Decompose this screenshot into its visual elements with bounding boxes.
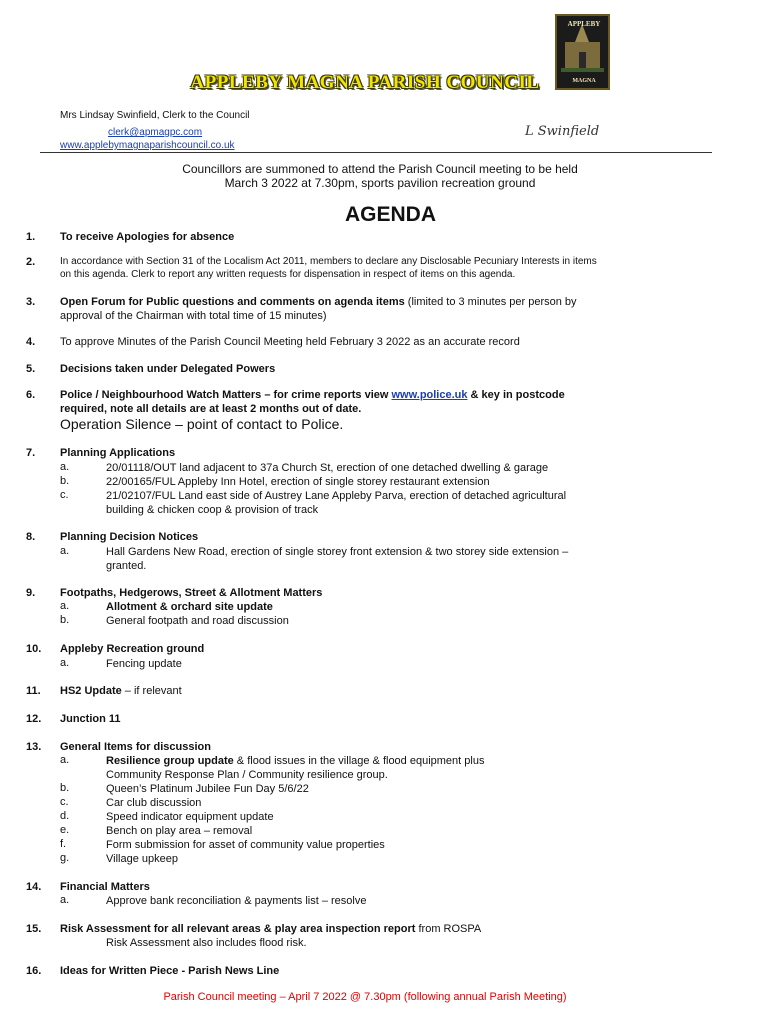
item-13e-text: Bench on play area – removal — [106, 825, 253, 837]
item-8a-line-2: granted. — [106, 560, 147, 572]
item-15-text — [60, 922, 700, 936]
item-13-title: General Items for discussion — [60, 741, 211, 753]
item-13b-label: b. — [60, 782, 70, 794]
item-6-bold-1: Police / Neighbourhood Watch Matters – for crime reports view — [60, 389, 392, 401]
item-7-number: 7. — [26, 447, 36, 459]
council-title: APPLEBY MAGNA PARISH COUNCIL — [190, 72, 540, 93]
item-13f-label: f. — [60, 838, 67, 850]
header-divider — [40, 152, 712, 153]
item-6-text — [60, 388, 700, 431]
item-1-text: To receive Apologies for absence — [60, 231, 235, 243]
item-8-title: Planning Decision Notices — [60, 531, 199, 543]
item-11-text — [60, 684, 700, 698]
item-8-number: 8. — [26, 531, 36, 543]
item-11-rest: – if relevant — [121, 685, 182, 697]
item-15-rest: from ROSPA — [415, 923, 482, 935]
item-15-bold: Risk Assessment for all relevant areas & play area inspection report — [60, 923, 416, 935]
item-7c-label: c. — [60, 489, 69, 501]
item-3-line-2: approval of the Chairman with total time of 15 minutes) — [60, 310, 327, 322]
item-2-text — [60, 255, 700, 281]
item-3-number: 3. — [26, 296, 36, 308]
item-13c-label: c. — [60, 796, 69, 808]
item-5-text: Decisions taken under Delegated Powers — [60, 363, 276, 375]
item-9a-label: a. — [60, 600, 70, 612]
item-10-number: 10. — [26, 643, 42, 655]
next-meeting-notice: Parish Council meeting – April 7 2022 @ 7.30pm (following annual Parish Meeting) — [163, 991, 567, 1003]
item-7c-text — [106, 489, 666, 517]
item-8a-text — [106, 545, 666, 573]
item-3-text — [60, 295, 700, 323]
item-9a-text: Allotment & orchard site update — [106, 601, 273, 613]
item-13g-text: Village upkeep — [106, 853, 178, 865]
item-2-number: 2. — [26, 256, 36, 268]
item-2-line-1: In accordance with Section 31 of the Localism Act 2011, members to declare any Disclosable Pecuniary Interests in items — [60, 256, 597, 267]
clerk-line: Mrs Lindsay Swinfield, Clerk to the Council — [60, 110, 250, 121]
item-14a-label: a. — [60, 894, 70, 906]
item-10a-text: Fencing update — [106, 658, 182, 670]
item-8a-line-1: Hall Gardens New Road, erection of single storey front extension & two storey side extension – — [106, 546, 569, 558]
item-13a-rest: & flood issues in the village & flood equipment plus — [233, 755, 485, 767]
item-13a-bold: Resilience group update — [106, 755, 234, 767]
item-13-number: 13. — [26, 741, 42, 753]
item-13f-text: Form submission for asset of community value properties — [106, 839, 385, 851]
item-14-title: Financial Matters — [60, 881, 150, 893]
item-12-text: Junction 11 — [60, 713, 121, 725]
police-link[interactable]: www.police.uk — [391, 389, 468, 401]
item-11-bold: HS2 Update — [60, 685, 122, 697]
summons-line-2: March 3 2022 at 7.30pm, sports pavilion recreation ground — [224, 176, 536, 190]
item-12-number: 12. — [26, 713, 42, 725]
item-13a-line-2: Community Response Plan / Community resilience group. — [106, 769, 388, 781]
item-14-number: 14. — [26, 881, 42, 893]
item-1-number: 1. — [26, 231, 36, 243]
item-6-line-3: Operation Silence – point of contact to Police. — [60, 416, 344, 432]
meeting-summons — [150, 162, 610, 190]
item-10-title: Appleby Recreation ground — [60, 643, 205, 655]
website-link[interactable]: www.applebymagnaparishcouncil.co.uk — [60, 140, 235, 151]
item-3-bold: Open Forum for Public questions and comments on agenda items — [60, 296, 405, 308]
item-13d-text: Speed indicator equipment update — [106, 811, 274, 823]
item-13a-text — [106, 754, 666, 782]
item-13g-label: g. — [60, 852, 70, 864]
item-13b-text: Queen’s Platinum Jubilee Fun Day 5/6/22 — [106, 783, 309, 795]
item-7b-text: 22/00165/FUL Appleby Inn Hotel, erection of single storey restaurant extension — [106, 476, 490, 488]
item-3-rest: (limited to 3 minutes per person by — [404, 296, 577, 308]
item-7c-line-2: building & chicken coop & provision of track — [106, 504, 319, 516]
item-13c-text: Car club discussion — [106, 797, 202, 809]
clerk-signature: L Swinfield — [525, 124, 600, 139]
item-16-number: 16. — [26, 965, 42, 977]
item-7a-text: 20/01118/OUT land adjacent to 37a Church St, erection of one detached dwelling & garage — [106, 462, 549, 474]
item-5-number: 5. — [26, 363, 36, 375]
logo-text-top: APPLEBY — [567, 20, 601, 28]
item-7-title: Planning Applications — [60, 447, 176, 459]
item-13d-label: d. — [60, 810, 70, 822]
item-16-text: Ideas for Written Piece - Parish News Line — [60, 965, 280, 977]
item-10a-label: a. — [60, 657, 70, 669]
item-9-number: 9. — [26, 587, 36, 599]
item-4-number: 4. — [26, 336, 36, 348]
item-6-bold-2: & key in postcode — [467, 389, 565, 401]
logo-text-bottom: MAGNA — [572, 78, 596, 84]
item-13e-label: e. — [60, 824, 70, 836]
item-7c-line-1: 21/02107/FUL Land east side of Austrey Lane Appleby Parva, erection of detached agricultural — [106, 490, 567, 502]
item-7b-label: b. — [60, 475, 70, 487]
item-13a-label: a. — [60, 754, 70, 766]
item-2-line-2: on this agenda. Clerk to report any written requests for dispensation in respect of items on this agenda. — [60, 269, 516, 280]
item-6-number: 6. — [26, 389, 36, 401]
item-15-line-2: Risk Assessment also includes flood risk. — [106, 937, 307, 949]
item-6-line-2: required, note all details are at least 2 months out of date. — [60, 403, 362, 415]
item-7a-label: a. — [60, 461, 70, 473]
item-14a-text: Approve bank reconciliation & payments list – resolve — [106, 895, 367, 907]
item-4-text: To approve Minutes of the Parish Council Meeting held February 3 2022 as an accurate record — [60, 336, 520, 348]
clerk-email-link[interactable]: clerk@apmagpc.com — [108, 127, 203, 138]
item-9b-text: General footpath and road discussion — [106, 615, 289, 627]
item-9b-label: b. — [60, 614, 70, 626]
item-11-number: 11. — [26, 685, 41, 697]
agenda-heading: AGENDA — [345, 203, 437, 226]
summons-line-1: Councillors are summoned to attend the Parish Council meeting to be held — [182, 162, 578, 176]
item-15-number: 15. — [26, 923, 42, 935]
item-9-title: Footpaths, Hedgerows, Street & Allotment Matters — [60, 587, 323, 599]
item-8a-label: a. — [60, 545, 70, 557]
